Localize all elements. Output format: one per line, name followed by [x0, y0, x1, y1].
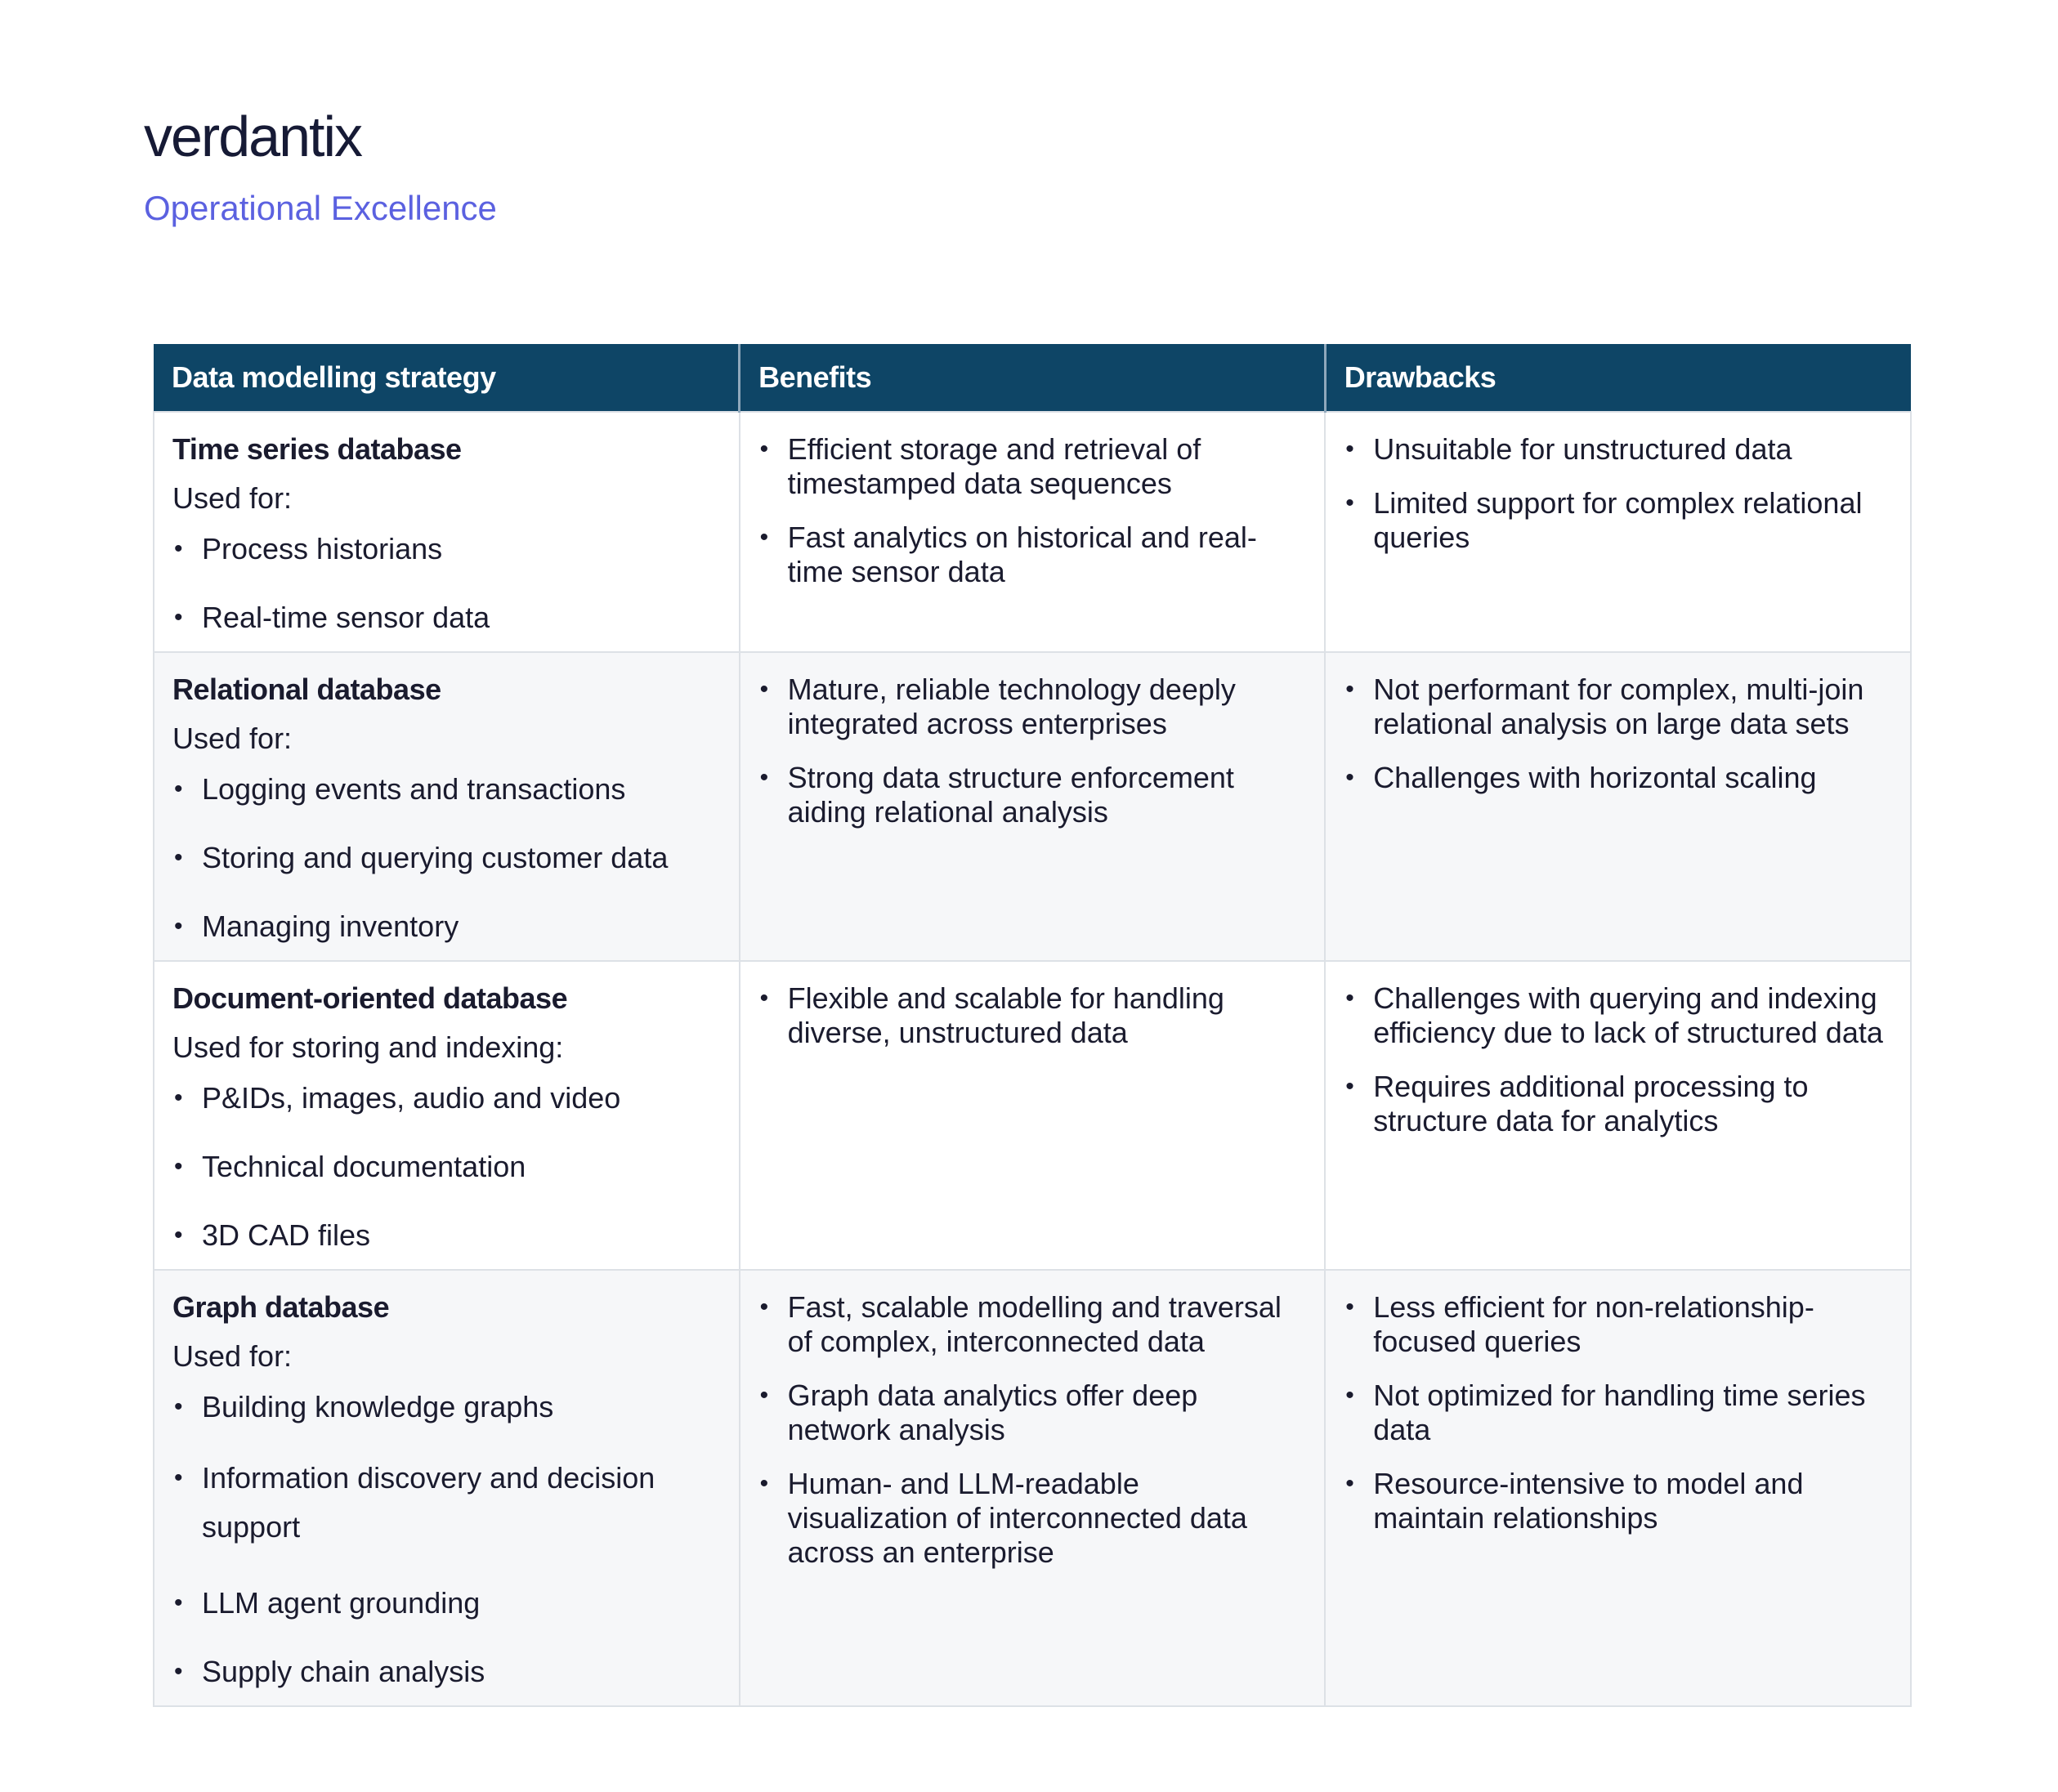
list-item: • Fast, scalable modelling and traversal of complex, interconnected data: [758, 1290, 1307, 1359]
drawbacks-cell: [1325, 412, 1911, 652]
list-item: • P&IDs, images, audio and video: [172, 1081, 721, 1115]
benefits-list: [758, 432, 1307, 589]
list-item: • Unsuitable for unstructured data: [1344, 432, 1892, 467]
strategy-subtitle: Used for:: [172, 481, 293, 515]
table-row: [154, 1270, 1911, 1706]
uses-list: [172, 772, 721, 944]
comparison-table: [153, 344, 1912, 1707]
strategy-cell: [154, 961, 740, 1270]
list-item: • Challenges with horizontal scaling: [1344, 761, 1892, 795]
strategy-cell: [154, 412, 740, 652]
list-item: • Human- and LLM-readable visualization of interconnected data across an enterprise: [758, 1467, 1307, 1570]
list-item: • Less efficient for non-relationship-focused queries: [1344, 1290, 1892, 1359]
benefits-cell: [740, 1270, 1326, 1706]
header-drawbacks: Drawbacks: [1325, 344, 1911, 412]
list-item: • Limited support for complex relational queries: [1344, 486, 1892, 555]
drawbacks-list: [1344, 981, 1892, 1138]
list-item: • Real-time sensor data: [172, 601, 721, 635]
list-item: • Logging events and transactions: [172, 772, 721, 807]
strategy-cell: [154, 1270, 740, 1706]
list-item: • Building knowledge graphs: [172, 1390, 721, 1424]
header-strategy: Data modelling strategy: [154, 344, 740, 412]
list-item: • Graph data analytics offer deep network analysis: [758, 1379, 1307, 1447]
drawbacks-cell: [1325, 1270, 1911, 1706]
header-benefits: Benefits: [740, 344, 1326, 412]
report-subtitle: Operational Excellence: [144, 189, 497, 227]
list-item: • Technical documentation: [172, 1150, 721, 1184]
list-item: • LLM agent grounding: [172, 1586, 721, 1620]
list-item: • Managing inventory: [172, 909, 721, 944]
table-header-row: [154, 344, 1911, 412]
drawbacks-cell: [1325, 961, 1911, 1270]
benefits-list: [758, 981, 1307, 1050]
strategy-subtitle: Used for:: [172, 1339, 293, 1373]
list-item: • Information discovery and decision support: [172, 1454, 721, 1552]
list-item: • Supply chain analysis: [172, 1655, 721, 1689]
list-item: • Requires additional processing to structure data for analytics: [1344, 1070, 1892, 1138]
benefits-list: [758, 1290, 1307, 1570]
table-row: [154, 961, 1911, 1270]
list-item: • Storing and querying customer data: [172, 841, 721, 875]
strategy-title: Graph database: [172, 1290, 390, 1324]
table-row: [154, 652, 1911, 961]
drawbacks-list: [1344, 1290, 1892, 1535]
table-row: [154, 412, 1911, 652]
list-item: • Resource-intensive to model and maintain relationships: [1344, 1467, 1892, 1535]
uses-list: [172, 1390, 721, 1689]
list-item: • Not performant for complex, multi-join relational analysis on large data sets: [1344, 673, 1892, 741]
list-item: • Fast analytics on historical and real-time sensor data: [758, 521, 1307, 589]
brand-header: [144, 105, 497, 227]
strategy-subtitle: Used for storing and indexing:: [172, 1030, 564, 1064]
strategy-title: Document-oriented database: [172, 981, 568, 1015]
list-item: • Process historians: [172, 532, 721, 566]
drawbacks-list: [1344, 432, 1892, 555]
uses-list: [172, 1081, 721, 1253]
benefits-cell: [740, 652, 1326, 961]
list-item: • Flexible and scalable for handling diverse, unstructured data: [758, 981, 1307, 1050]
uses-list: [172, 532, 721, 635]
drawbacks-list: [1344, 673, 1892, 795]
verdantix-logo: verdantix: [144, 105, 362, 168]
benefits-list: [758, 673, 1307, 829]
list-item: • Challenges with querying and indexing efficiency due to lack of structured data: [1344, 981, 1892, 1050]
strategy-cell: [154, 652, 740, 961]
strategy-title: Time series database: [172, 432, 462, 466]
list-item: • Strong data structure enforcement aiding relational analysis: [758, 761, 1307, 829]
drawbacks-cell: [1325, 652, 1911, 961]
list-item: • Mature, reliable technology deeply integrated across enterprises: [758, 673, 1307, 741]
list-item: • Efficient storage and retrieval of timestamped data sequences: [758, 432, 1307, 501]
list-item: • Not optimized for handling time series data: [1344, 1379, 1892, 1447]
benefits-cell: [740, 961, 1326, 1270]
strategy-subtitle: Used for:: [172, 722, 293, 755]
benefits-cell: [740, 412, 1326, 652]
list-item: • 3D CAD files: [172, 1218, 721, 1253]
strategy-title: Relational database: [172, 673, 441, 706]
